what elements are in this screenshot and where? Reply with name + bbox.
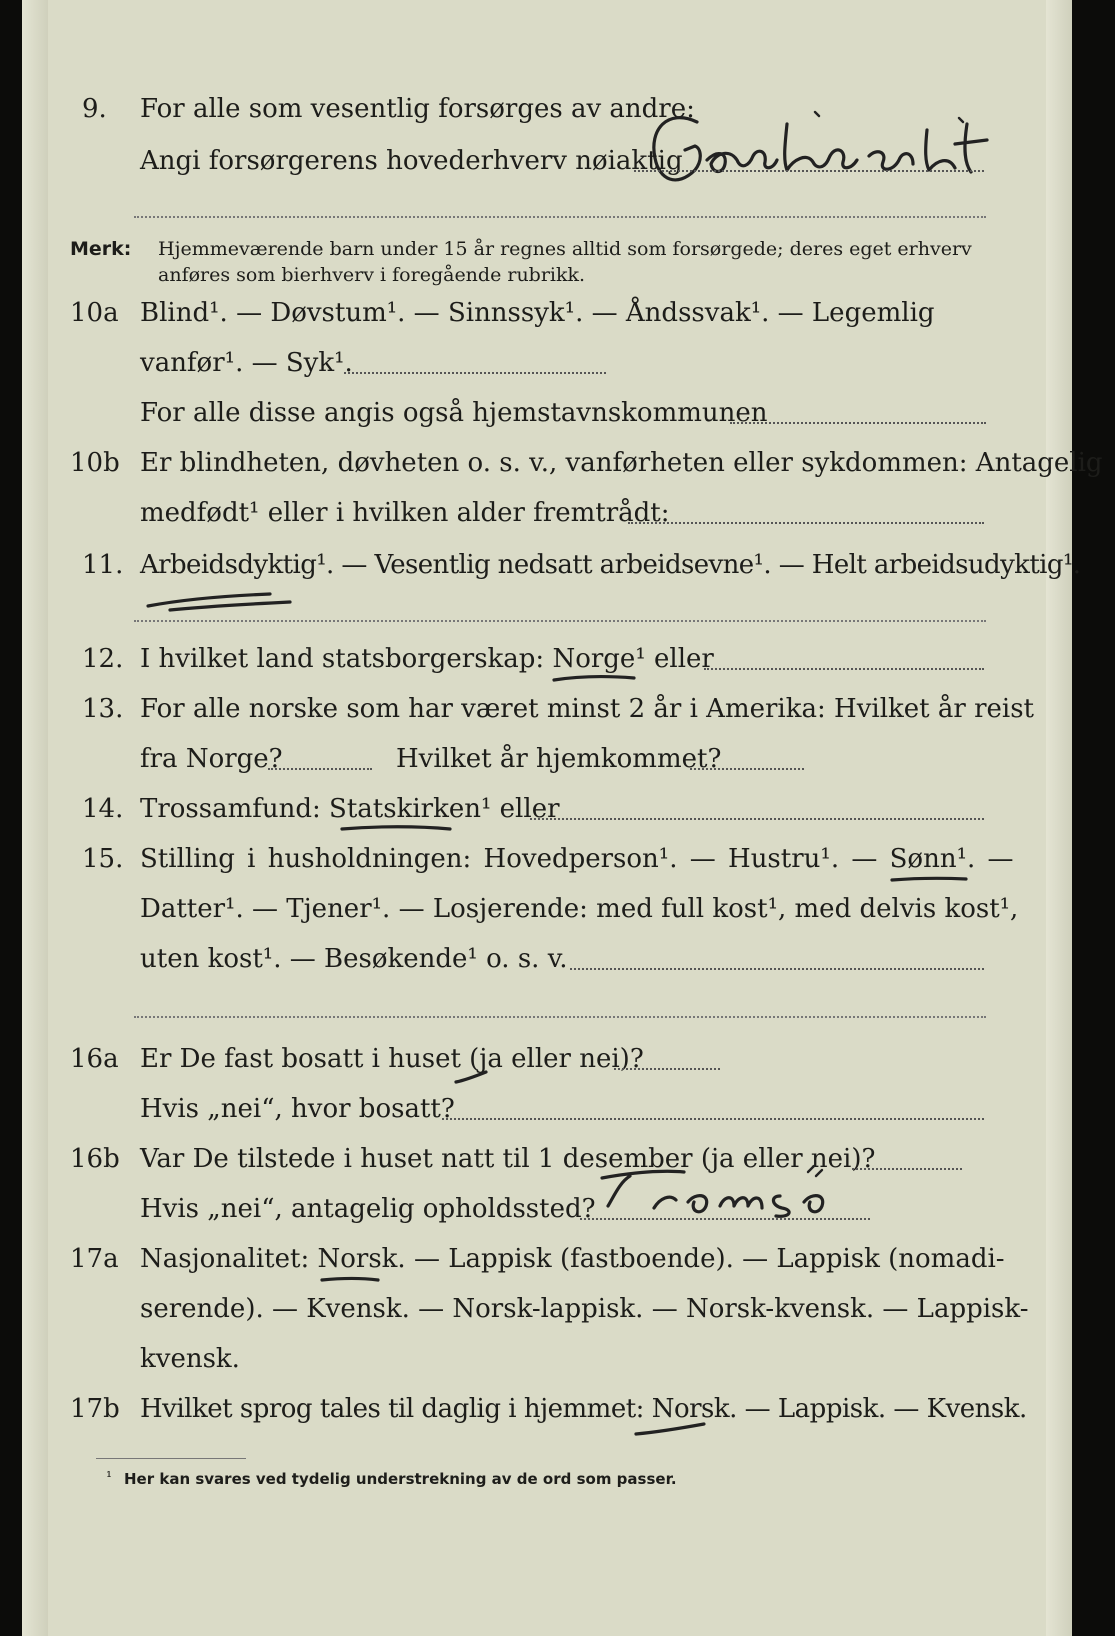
separator-line (134, 620, 986, 622)
norsk-language-underline-mark (632, 1420, 712, 1440)
question-16b-line-1: Var De tilstede i huset natt til 1 desember (ja eller nei)? (140, 1144, 876, 1174)
item-number-14: 14. (82, 794, 124, 824)
q10b-answer-line (628, 522, 984, 524)
q16b-handwritten-answer (584, 1156, 884, 1226)
question-13-line-2b: Hvilket år hjemkommet? (396, 744, 722, 774)
q9-handwritten-answer (637, 100, 1057, 210)
item-number-17b: 17b (70, 1394, 120, 1424)
q16a-location-line (442, 1118, 984, 1120)
question-10a-line-2: vanfør¹. — Syk¹. (140, 348, 353, 378)
item-number-10a: 10a (70, 298, 119, 328)
item-number-9: 9. (82, 94, 107, 124)
item-number-11: 11. (82, 550, 124, 580)
right-margin-strip (1046, 0, 1072, 1636)
item-number-10b: 10b (70, 448, 120, 478)
question-16a-line-2: Hvis „nei“, hvor bosatt? (140, 1094, 455, 1124)
question-10b-line-2: medfødt¹ eller i hvilken alder fremtrådt: (140, 498, 670, 528)
question-13-line-1: For alle norske som har været minst 2 år i Amerika: Hvilket år reist (140, 694, 1034, 724)
item-number-12: 12. (82, 644, 124, 674)
question-15-line-1: Stilling i husholdningen: Hovedperson¹. — Hustru¹. — Sønn¹. — (140, 844, 1014, 874)
question-10a-line-3: For alle disse angis også hjemstavnskommunen (140, 398, 768, 428)
question-16a-line-1: Er De fast bosatt i huset (ja eller nei)? (140, 1044, 644, 1074)
note-label: Merk: (70, 238, 132, 260)
footnote-text: Her kan svares ved tydelig understrekning av de ord som passer. (124, 1470, 677, 1488)
item-number-16a: 16a (70, 1044, 119, 1074)
question-16b-line-2: Hvis „nei“, antagelig opholdssted? (140, 1194, 596, 1224)
item-number-15: 15. (82, 844, 124, 874)
question-15-line-2: Datter¹. — Tjener¹. — Losjerende: med full kost¹, med delvis kost¹, (140, 894, 1019, 924)
q16b-location-line (580, 1218, 870, 1220)
question-14-line: Trossamfund: Statskirken¹ eller (140, 794, 560, 824)
q10a-answer-line (344, 372, 606, 374)
q10a-municipality-line (730, 422, 986, 424)
q12-answer-line (704, 668, 984, 670)
left-margin-strip (22, 0, 48, 1636)
question-15-line-3: uten kost¹. — Besøkende¹ o. s. v. (140, 944, 568, 974)
note-text-2: anføres som bierhverv i foregående rubrikk. (158, 264, 586, 286)
q16a-answer-line (614, 1068, 720, 1070)
note-text-1: Hjemmeværende barn under 15 år regnes alltid som forsørgede; deres eget erhverv (158, 238, 972, 260)
question-17b-line: Hvilket sprog tales til daglig i hjemmet: Norsk. — Lappisk. — Kvensk. (140, 1394, 1027, 1424)
q9-answer-line (634, 170, 984, 172)
question-9-line-2: Angi forsørgerens hovederhverv nøiaktig (140, 146, 683, 176)
question-13-line-2a: fra Norge? (140, 744, 283, 774)
question-10b-line-1: Er blindheten, døvheten o. s. v., vanførheten eller sykdommen: Antagelig (140, 448, 1103, 478)
q13-left-line (268, 768, 372, 770)
q11-handwritten-stroke (140, 588, 300, 616)
item-number-17a: 17a (70, 1244, 119, 1274)
statskirken-underline-mark (338, 820, 458, 836)
norsk-underline-mark (318, 1272, 384, 1286)
sonn-underline-mark (888, 872, 972, 886)
footnote-rule (96, 1458, 246, 1459)
question-12-line: I hvilket land statsborgerskap: Norge¹ eller (140, 644, 714, 674)
question-17a-line-3: kvensk. (140, 1344, 240, 1374)
norge-underline-mark (550, 670, 640, 686)
question-11-line: Arbeidsdyktig¹. — Vesentlig nedsatt arbeidsevne¹. — Helt arbeidsudyktig¹. (140, 550, 1081, 580)
separator-line (134, 1016, 986, 1018)
q14-answer-line (530, 818, 984, 820)
census-form-page (22, 0, 1103, 1636)
ja-underline-mark (452, 1068, 492, 1088)
question-9-line-1: For alle som vesentlig forsørges av andre: (140, 94, 695, 124)
item-number-16b: 16b (70, 1144, 120, 1174)
q15-answer-line (570, 968, 984, 970)
question-17a-line-2: serende). — Kvensk. — Norsk-lappisk. — Norsk-kvensk. — Lappisk- (140, 1294, 1029, 1324)
footnote-marker: ¹ (106, 1468, 113, 1486)
question-10a-line-1: Blind¹. — Døvstum¹. — Sinnssyk¹. — Åndssvak¹. — Legemlig (140, 298, 935, 328)
item-number-13: 13. (82, 694, 124, 724)
separator-line (134, 216, 986, 218)
q13-right-line (690, 768, 804, 770)
question-17a-line-1: Nasjonalitet: Norsk. — Lappisk (fastboende). — Lappisk (nomadi- (140, 1244, 1005, 1274)
